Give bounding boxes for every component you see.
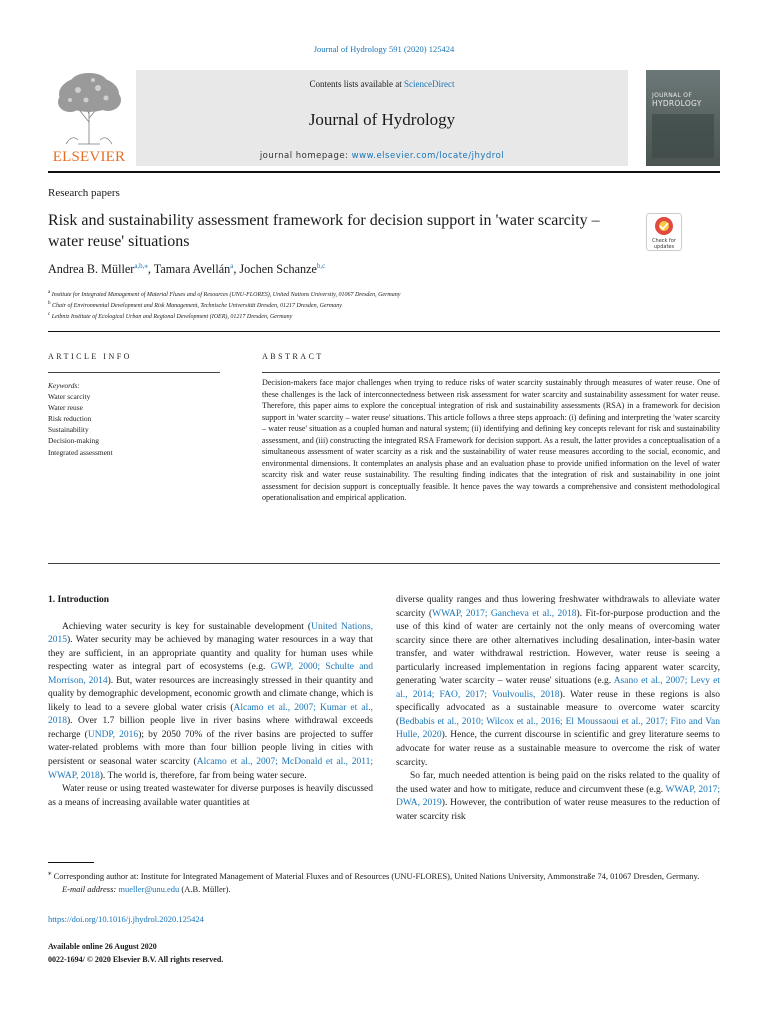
paragraph-text: ). The world is, therefore, far from being water secure. — [99, 770, 307, 781]
author-name[interactable]: Andrea B. Müller — [48, 262, 135, 277]
paragraph-text: ). Over 1.7 billion people live in river basins where withdrawal exceeds recharge ( — [48, 716, 373, 740]
paragraph-text: So far, much needed attention is being paid on the risks related to the quality of the used water and how to mitigate, reduce and circumvent these (e.g. — [396, 771, 720, 795]
corresponding-author-note — [48, 867, 720, 883]
affiliation-mark: a — [48, 290, 51, 295]
journal-cover-thumbnail[interactable] — [646, 70, 720, 166]
author-affiliation-marks[interactable]: b,c — [316, 262, 326, 270]
paragraph-text: ); by 2050 70% of the river basins are projected to suffer water-related problems with more than four billion people living in cities with persistent or seasonal water scarcity ( — [48, 729, 374, 768]
copyright-line: 0022-1694/ © 2020 Elsevier B.V. All rights reserved. — [48, 955, 224, 964]
citation-link[interactable]: WWAP, 2017; Gancheva et al., 2018 — [432, 608, 577, 619]
journal-masthead — [136, 70, 628, 166]
email-label: E-mail address: — [62, 883, 117, 894]
author-affiliation-marks[interactable]: a — [230, 262, 234, 270]
citation-link[interactable]: Alcamo et al., 2007; Kumar et al., 2018 — [48, 702, 373, 727]
abstract-heading: ABSTRACT — [262, 352, 324, 361]
footnote-mark: ⁎ — [48, 869, 52, 877]
affiliation-c — [48, 312, 292, 320]
paragraph-text: ). Hence, the current discourse in scientific and grey literature seems to advocate for water reuse as a sustainable measure to overcome the risk of water scarcity. — [396, 730, 720, 768]
journal-reference-link[interactable]: Journal of Hydrology 591 (2020) 125424 — [313, 44, 455, 54]
tree-logo-icon — [48, 70, 130, 146]
title-divider — [48, 331, 720, 332]
author-name[interactable]: Jochen Schanze — [239, 262, 317, 277]
paragraph-text: ). Water reuse in these regions is also specifically advocated as a sustainable measure to overcome water scarcity ( — [396, 689, 720, 727]
keyword-item: Decision-making — [48, 436, 99, 446]
paragraph-text: Water reuse or using treated wastewater for diverse purposes is heavily discussed as a means of increasing available water quantities at — [48, 784, 373, 808]
affiliation-mark: b — [48, 301, 51, 306]
footnote-divider — [48, 862, 94, 863]
cover-title-line2: HYDROLOGY — [652, 99, 702, 108]
crossmark-check-for-updates-badge[interactable] — [646, 213, 682, 251]
contents-line: Contents lists available at ScienceDirect — [309, 79, 455, 89]
cover-title-line1: JOURNAL OF — [652, 92, 693, 99]
abstract-bottom-divider — [48, 563, 720, 564]
author-affiliation-marks[interactable]: a,b,⁎ — [134, 262, 148, 270]
citation-link[interactable]: Alcamo et al., 2007; McDonald et al., 2011; WWAP, 2018 — [48, 757, 373, 781]
paragraph-text: ). But, water resources are increasingly stressed in their quantity and quality by demographic development, economic growth and climate change, which is likely to lead to a severe global water crisis ( — [48, 675, 374, 713]
paragraph-text: ). Water security may be achieved by managing water resources in a way that they are sufficient, in an appropriate quantity and quality for human uses while respecting water as integral part of ecosystems (e.g. — [48, 635, 373, 673]
paragraph — [48, 783, 373, 810]
citation-link[interactable]: Asano et al., 2007; Levy et al., 2014; FAO, 2017; Voulvoulis, 2018 — [396, 676, 720, 700]
email-suffix: (A.B. Müller). — [179, 883, 231, 894]
crossmark-label-2: updates — [653, 244, 675, 250]
sciencedirect-link[interactable]: ScienceDirect — [404, 79, 455, 89]
paragraph-text: diverse quality ranges and thus lowering freshwater withdrawals to alleviate water scarcity ( — [396, 595, 720, 619]
citation-link[interactable]: WWAP, 2017; DWA, 2019 — [396, 784, 720, 809]
citation-link[interactable]: United Nations, 2015 — [48, 621, 373, 646]
affiliation-text: Leibniz Institute of Ecological Urban and Regional Development (IOER), 01217 Dresden, Germany — [51, 314, 293, 320]
author-separator: , — [233, 262, 240, 277]
paragraph-text: Achieving water security is key for sustainable development ( — [62, 621, 312, 632]
affiliation-b — [48, 301, 342, 309]
keywords-block — [48, 380, 113, 458]
keyword-item: Risk reduction — [48, 414, 92, 424]
homepage-line: journal homepage: www.elsevier.com/locate/jhydrol — [259, 151, 505, 161]
publication-info — [48, 940, 223, 966]
section-heading-introduction: 1. Introduction — [48, 595, 110, 605]
corresponding-text: Corresponding author at: Institute for Integrated Management of Material Fluxes and of Resources (UNU-FLORES), United Nations University, Ammonstraße 74, 01067 Dresden, Germany. — [53, 870, 700, 881]
author-list — [48, 262, 325, 277]
affiliation-text: Institute for Integrated Management of Material Fluxes and of Resources (UNU-FLORES), United Nations University, 01067 Dresden, Germany — [51, 292, 401, 298]
paragraph — [48, 621, 373, 784]
citation-link[interactable]: UNDP, 2016 — [87, 729, 139, 740]
abstract-divider — [262, 372, 720, 373]
abstract-text: Decision-makers face major challenges when trying to reduce risks of water scarcity sustainably through measures of water reuse. One of these challenges is the lack of interconnectedness between risk assessment for water scarcity and sustainability assessment for water reuse. Therefore, this paper aims to explore the conceptual integration of risk and sustainability assessments (RSA) in a framework for decision support in 'water scarcity – water reuse' situations. This article follows a three steps approach: (i) defining and interpreting the 'water scarcity – water reuse' situation as a coupled human and natural system; (ii) identifying and defining key concepts relevant for risk and sustainability assessment, and (iii) constructing the integrated RSA Framework for decision support. As a result, the latter provides a conceptualisation of a simultaneous assessment of water scarcity as a risk and the sustainability of water reuse measures according to the social, economic, and environmental dimensions. It contemplates an analysis phase and an evaluation phase to provide unified information on the level of water scarcity risk and water reuse sustainability. The resulting finding indicates that the integration of risk and sustainability in one joint assessment for decision support is conceptually feasible. It hence paves the way towards a comprehensive and consistent methodological operationalisation and empirical application. — [262, 378, 720, 503]
body-column-left — [48, 594, 373, 810]
homepage-link[interactable]: www.elsevier.com/locate/jhydrol — [351, 151, 505, 161]
elsevier-wordmark: ELSEVIER — [52, 149, 126, 165]
citation-link[interactable]: Bedbabis et al., 2010; Wilcox et al., 2016; El Moussaoui et al., 2017; Fito and Van Hulle, 2020 — [396, 716, 720, 741]
crossmark-label-1: Check for — [652, 238, 676, 244]
journal-name: Journal of Hydrology — [308, 110, 456, 129]
keyword-item: Water scarcity — [48, 392, 91, 402]
article-info-divider — [48, 372, 220, 373]
article-title: Risk and sustainability assessment framework for decision support in 'water scarcity – water reuse' situations — [48, 212, 600, 250]
keyword-item: Integrated assessment — [48, 447, 113, 457]
paragraph-text: ). However, the contribution of water reuse measures to the reduction of water scarcity risk — [396, 798, 720, 822]
affiliation-mark: c — [48, 312, 51, 317]
author-separator: , — [147, 262, 154, 277]
paragraph — [396, 770, 720, 824]
email-link[interactable]: mueller@unu.edu — [118, 883, 180, 894]
author-name[interactable]: Tamara Avellán — [153, 262, 231, 277]
affiliation-a — [48, 290, 400, 298]
elsevier-logo — [48, 70, 130, 166]
article-info-heading: ARTICLE INFO — [48, 352, 132, 361]
keyword-item: Sustainability — [48, 425, 89, 435]
footnotes — [48, 867, 720, 896]
doi-link[interactable]: https://doi.org/10.1016/j.jhydrol.2020.125424 — [48, 914, 204, 924]
citation-link[interactable]: GWP, 2000; Schulte and Morrison, 2014 — [48, 662, 373, 686]
keyword-item: Water reuse — [48, 403, 83, 413]
email-note — [48, 883, 720, 896]
crossmark-icon — [646, 213, 682, 251]
keywords-title: Keywords: — [48, 381, 80, 390]
section-label: Research papers — [48, 187, 120, 199]
body-column-right — [396, 594, 720, 824]
paragraph-text: ). Fit-for-purpose production and the use of this kind of water are certainly not the only means of overcoming water scarcity since there are other alternatives including desalination, inter-basin water transfer, and water withdrawal restriction. However, water reuse is seeing a particularly increased implementation in regions facing apparent water scarcity, generating 'water scarcity – water reuse' situations (e.g. — [396, 608, 720, 687]
header-divider — [48, 171, 720, 173]
affiliation-text: Chair of Environmental Development and Risk Management, Technische Universität Dresden, 01217 Dresden, Germany — [52, 303, 342, 309]
available-online-date: Available online 26 August 2020 — [48, 942, 157, 951]
paragraph-continued — [396, 594, 720, 770]
